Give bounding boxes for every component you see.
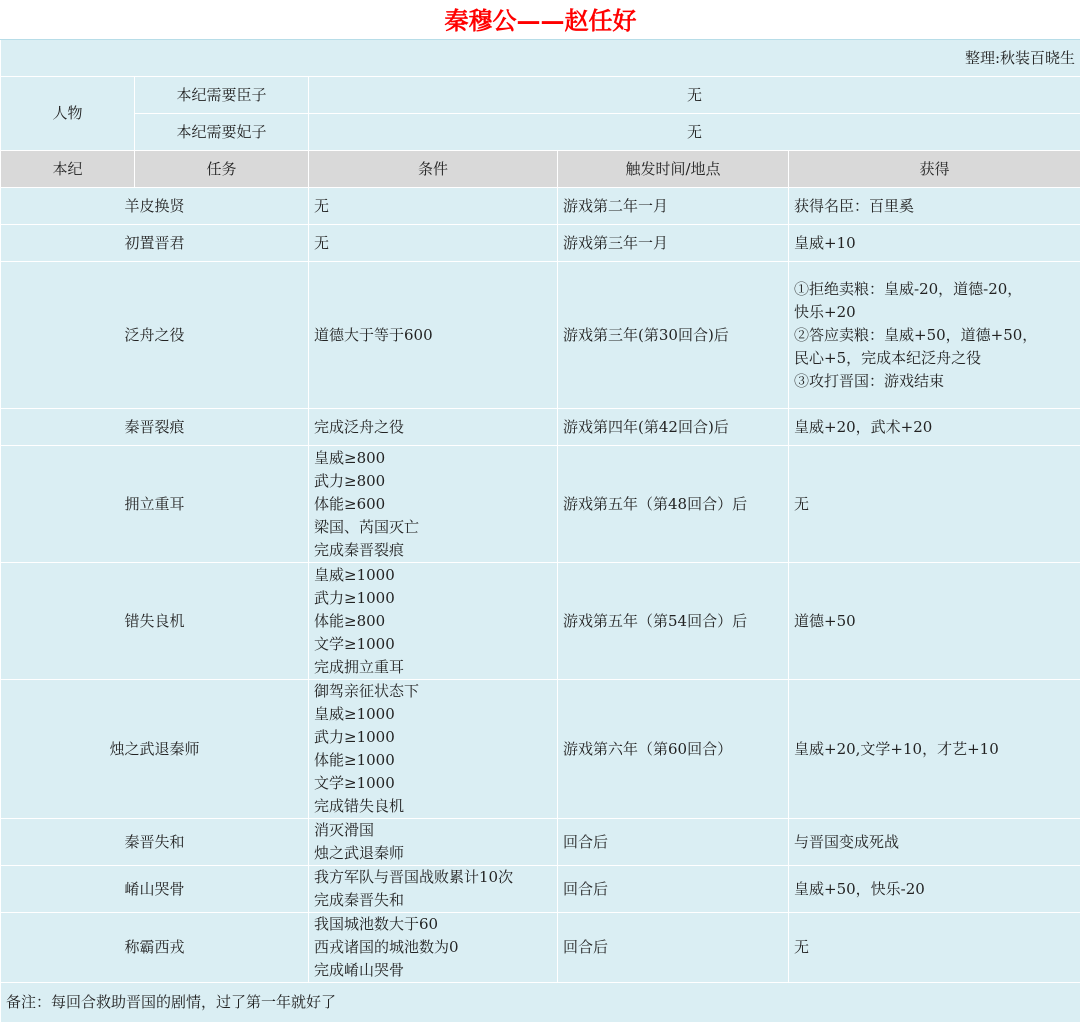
condition-line: 道德大于等于600 bbox=[314, 325, 433, 344]
table-row bbox=[1, 409, 1080, 446]
reward-line: ①拒绝卖粮：皇威-20，道德-20， bbox=[794, 279, 1023, 298]
table-row bbox=[1, 866, 1080, 913]
trigger-cell: 回合后 bbox=[558, 819, 789, 866]
trigger-cell: 游戏第二年一月 bbox=[558, 188, 789, 225]
condition-line: 皇威≥1000 bbox=[314, 705, 395, 723]
reward-cell bbox=[789, 819, 1080, 866]
reward-line: 无 bbox=[794, 938, 810, 956]
people-label: 人物 bbox=[1, 77, 135, 151]
organizer-credit: 整理:秋装百晓生 bbox=[1, 40, 1080, 77]
table-row bbox=[1, 680, 1080, 819]
reward-cell bbox=[789, 913, 1080, 983]
condition-cell bbox=[309, 563, 558, 680]
condition-line: 完成崤山哭骨 bbox=[314, 961, 405, 979]
condition-line: 皇威≥800 bbox=[314, 448, 386, 467]
condition-cell bbox=[309, 819, 558, 866]
reward-line: 道德+50 bbox=[794, 611, 856, 630]
task-name: 泛舟之役 bbox=[1, 262, 309, 409]
condition-cell bbox=[309, 446, 558, 563]
reward-cell bbox=[789, 409, 1080, 446]
trigger-cell: 游戏第六年（第60回合） bbox=[558, 680, 789, 819]
header-task: 任务 bbox=[135, 151, 309, 188]
table-row bbox=[1, 563, 1080, 680]
title-row bbox=[1, 1, 1080, 40]
note-row bbox=[1, 983, 1080, 1023]
organizer-row bbox=[1, 40, 1080, 77]
consort-row bbox=[1, 114, 1080, 151]
table-row bbox=[1, 262, 1080, 409]
condition-cell bbox=[309, 188, 558, 225]
condition-line: 无 bbox=[314, 233, 330, 252]
task-name: 称霸西戎 bbox=[1, 913, 309, 983]
condition-line: 我国城池数大于60 bbox=[314, 915, 439, 933]
reward-cell bbox=[789, 680, 1080, 819]
minister-label: 本纪需要臣子 bbox=[135, 77, 309, 114]
header-chronicle: 本纪 bbox=[1, 151, 135, 188]
reward-cell bbox=[789, 225, 1080, 262]
reward-line: 获得名臣：百里奚 bbox=[794, 196, 915, 215]
reward-line: 与晋国变成死战 bbox=[794, 832, 900, 851]
reward-line: 皇威+20,文学+10，才艺+10 bbox=[794, 739, 999, 758]
condition-line: 完成拥立重耳 bbox=[314, 657, 405, 676]
trigger-cell: 回合后 bbox=[558, 913, 789, 983]
condition-line: 我方军队与晋国战败累计10次 bbox=[314, 868, 514, 886]
condition-line: 西戎诸国的城池数为0 bbox=[314, 938, 459, 956]
condition-line: 文学≥1000 bbox=[314, 634, 395, 653]
condition-cell bbox=[309, 225, 558, 262]
condition-line: 武力≥1000 bbox=[314, 588, 395, 607]
trigger-cell: 游戏第四年(第42回合)后 bbox=[558, 409, 789, 446]
condition-line: 消灭滑国 bbox=[314, 821, 375, 839]
header-condition: 条件 bbox=[309, 151, 558, 188]
task-name: 羊皮换贤 bbox=[1, 188, 309, 225]
condition-cell bbox=[309, 866, 558, 913]
reward-cell bbox=[789, 866, 1080, 913]
condition-line: 梁国、芮国灭亡 bbox=[314, 517, 420, 536]
reward-line: 皇威+20，武术+20 bbox=[794, 417, 933, 436]
reward-line: 皇威+50，快乐-20 bbox=[794, 879, 925, 898]
reward-cell bbox=[789, 446, 1080, 563]
reward-line: 无 bbox=[794, 494, 810, 513]
condition-line: 武力≥800 bbox=[314, 471, 386, 490]
table-row bbox=[1, 188, 1080, 225]
header-reward: 获得 bbox=[789, 151, 1080, 188]
condition-line: 武力≥1000 bbox=[314, 728, 395, 746]
condition-line: 烛之武退秦师 bbox=[314, 844, 405, 862]
consort-value: 无 bbox=[309, 114, 1080, 151]
condition-line: 御驾亲征状态下 bbox=[314, 682, 420, 700]
task-name: 初置晋君 bbox=[1, 225, 309, 262]
reward-line: 民心+5，完成本纪泛舟之役 bbox=[794, 348, 982, 367]
condition-line: 完成秦晋裂痕 bbox=[314, 540, 405, 559]
note-text: 备注：每回合救助晋国的剧情，过了第一年就好了 bbox=[1, 983, 1080, 1023]
reward-line: ②答应卖粮：皇威+50，道德+50， bbox=[794, 325, 1038, 344]
table-row bbox=[1, 819, 1080, 866]
reward-cell bbox=[789, 563, 1080, 680]
condition-line: 皇威≥1000 bbox=[314, 565, 395, 584]
condition-line: 文学≥1000 bbox=[314, 774, 395, 792]
condition-line: 体能≥600 bbox=[314, 494, 386, 513]
reward-line: 快乐+20 bbox=[794, 302, 856, 321]
header-trigger: 触发时间/地点 bbox=[558, 151, 789, 188]
minister-value: 无 bbox=[309, 77, 1080, 114]
trigger-cell: 游戏第三年(第30回合)后 bbox=[558, 262, 789, 409]
condition-line: 完成错失良机 bbox=[314, 797, 405, 815]
reward-cell bbox=[789, 262, 1080, 409]
condition-cell bbox=[309, 409, 558, 446]
table-row bbox=[1, 913, 1080, 983]
trigger-cell: 游戏第五年（第54回合）后 bbox=[558, 563, 789, 680]
task-name: 秦晋失和 bbox=[1, 819, 309, 866]
condition-line: 无 bbox=[314, 196, 330, 215]
reward-line: ③攻打晋国：游戏结束 bbox=[794, 371, 945, 390]
page-title: 秦穆公——赵任好 bbox=[1, 1, 1080, 40]
condition-cell bbox=[309, 680, 558, 819]
task-name: 崤山哭骨 bbox=[1, 866, 309, 913]
condition-line: 体能≥1000 bbox=[314, 751, 395, 769]
trigger-cell: 游戏第三年一月 bbox=[558, 225, 789, 262]
reward-line: 皇威+10 bbox=[794, 233, 856, 252]
task-name: 烛之武退秦师 bbox=[1, 680, 309, 819]
table-row bbox=[1, 225, 1080, 262]
minister-row bbox=[1, 77, 1080, 114]
trigger-cell: 回合后 bbox=[558, 866, 789, 913]
condition-cell bbox=[309, 262, 558, 409]
table-row bbox=[1, 446, 1080, 563]
task-name: 拥立重耳 bbox=[1, 446, 309, 563]
condition-line: 完成秦晋失和 bbox=[314, 891, 405, 909]
condition-line: 体能≥800 bbox=[314, 611, 386, 630]
condition-line: 完成泛舟之役 bbox=[314, 417, 405, 436]
header-row bbox=[1, 151, 1080, 188]
trigger-cell: 游戏第五年（第48回合）后 bbox=[558, 446, 789, 563]
consort-label: 本纪需要妃子 bbox=[135, 114, 309, 151]
condition-cell bbox=[309, 913, 558, 983]
reward-cell bbox=[789, 188, 1080, 225]
task-name: 错失良机 bbox=[1, 563, 309, 680]
task-name: 秦晋裂痕 bbox=[1, 409, 309, 446]
